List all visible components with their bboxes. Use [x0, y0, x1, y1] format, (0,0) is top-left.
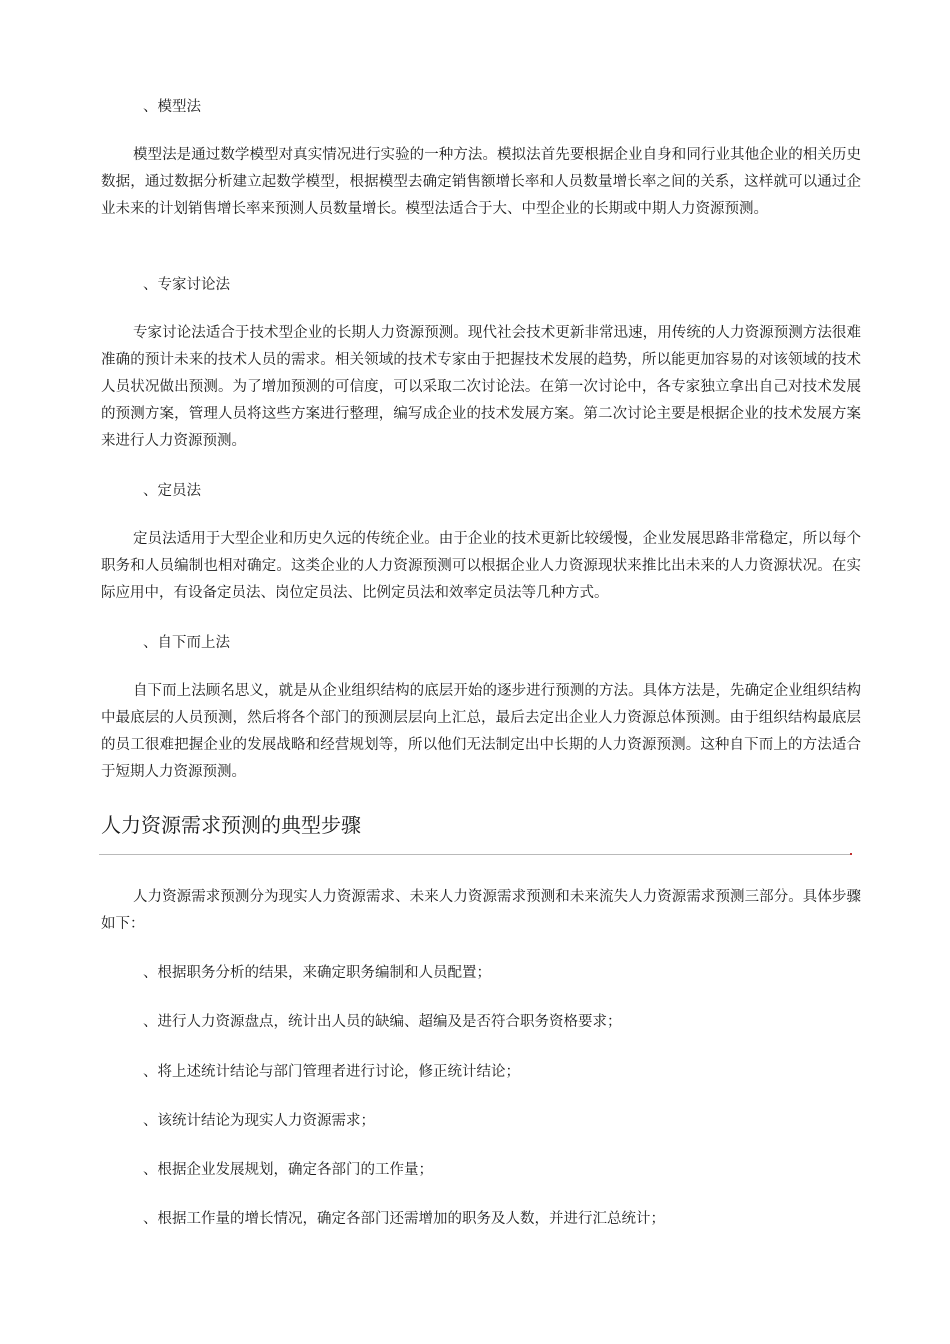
heading-staffing-method: 、定员法: [143, 483, 201, 499]
list-item: 、根据职务分析的结果，来确定职务编制和人员配置；: [143, 965, 491, 981]
paragraph-bottom-up: 自下而上法顾名思义，就是从企业组织结构的底层开始的逐步进行预测的方法。具体方法是，先确定企业组织结构中最底层的人员预测，然后将各个部门的预测层层向上汇总，最后去定出企业人力资源总体预测。由于组织结构最底层的员工很难把握企业的发展战略和经营规划等，所以他们无法制定出中长期的人力资源预测。这种自下而上的方法适合于短期人力资源预测。: [101, 683, 861, 780]
steps-intro: 人力资源需求预测分为现实人力资源需求、未来人力资源需求预测和未来流失人力资源需求预测三部分。具体步骤如下：: [101, 889, 861, 932]
paragraph-model-method: 模型法是通过数学模型对真实情况进行实验的一种方法。模拟法首先要根据企业自身和同行业其他企业的相关历史数据，通过数据分析建立起数学模型，根据模型去确定销售额增长率和人员数量增长率之间的关系，这样就可以通过企业未来的计划销售增长率来预测人员数量增长。模型法适合于大、中型企业的长期或中期人力资源预测。: [101, 147, 861, 217]
list-item: 、进行人力资源盘点，统计出人员的缺编、超编及是否符合职务资格要求；: [143, 1014, 622, 1030]
heading-bottom-up: 、自下而上法: [143, 635, 230, 651]
heading-expert-discussion: 、专家讨论法: [143, 277, 230, 293]
paragraph-staffing-method: 定员法适用于大型企业和历史久远的传统企业。由于企业的技术更新比较缓慢，企业发展思路非常稳定，所以每个职务和人员编制也相对确定。这类企业的人力资源预测可以根据企业人力资源现状来推比出未来的人力资源状况。在实际应用中，有设备定员法、岗位定员法、比例定员法和效率定员法等几种方式。: [101, 531, 861, 601]
section-title: 人力资源需求预测的典型步骤: [101, 813, 361, 837]
list-item: 、根据工作量的增长情况，确定各部门还需增加的职务及人数，并进行汇总统计；: [143, 1211, 665, 1227]
list-item: 、该统计结论为现实人力资源需求；: [143, 1113, 375, 1129]
list-item: 、根据企业发展规划，确定各部门的工作量；: [143, 1162, 433, 1178]
list-item: 、将上述统计结论与部门管理者进行讨论，修正统计结论；: [143, 1064, 520, 1080]
paragraph-expert-discussion: 专家讨论法适合于技术型企业的长期人力资源预测。现代社会技术更新非常迅速，用传统的人力资源预测方法很难准确的预计未来的技术人员的需求。相关领域的技术专家由于把握技术发展的趋势，所以能更加容易的对该领域的技术人员状况做出预测。为了增加预测的可信度，可以采取二次讨论法。在第一次讨论中，各专家独立拿出自己对技术发展的预测方案，管理人员将这些方案进行整理，编写成企业的技术发展方案。第二次讨论主要是根据企业的技术发展方案来进行人力资源预测。: [101, 325, 861, 449]
title-divider: [99, 854, 852, 855]
heading-model-method: 、模型法: [143, 99, 201, 115]
divider-end-mark: [850, 853, 852, 855]
